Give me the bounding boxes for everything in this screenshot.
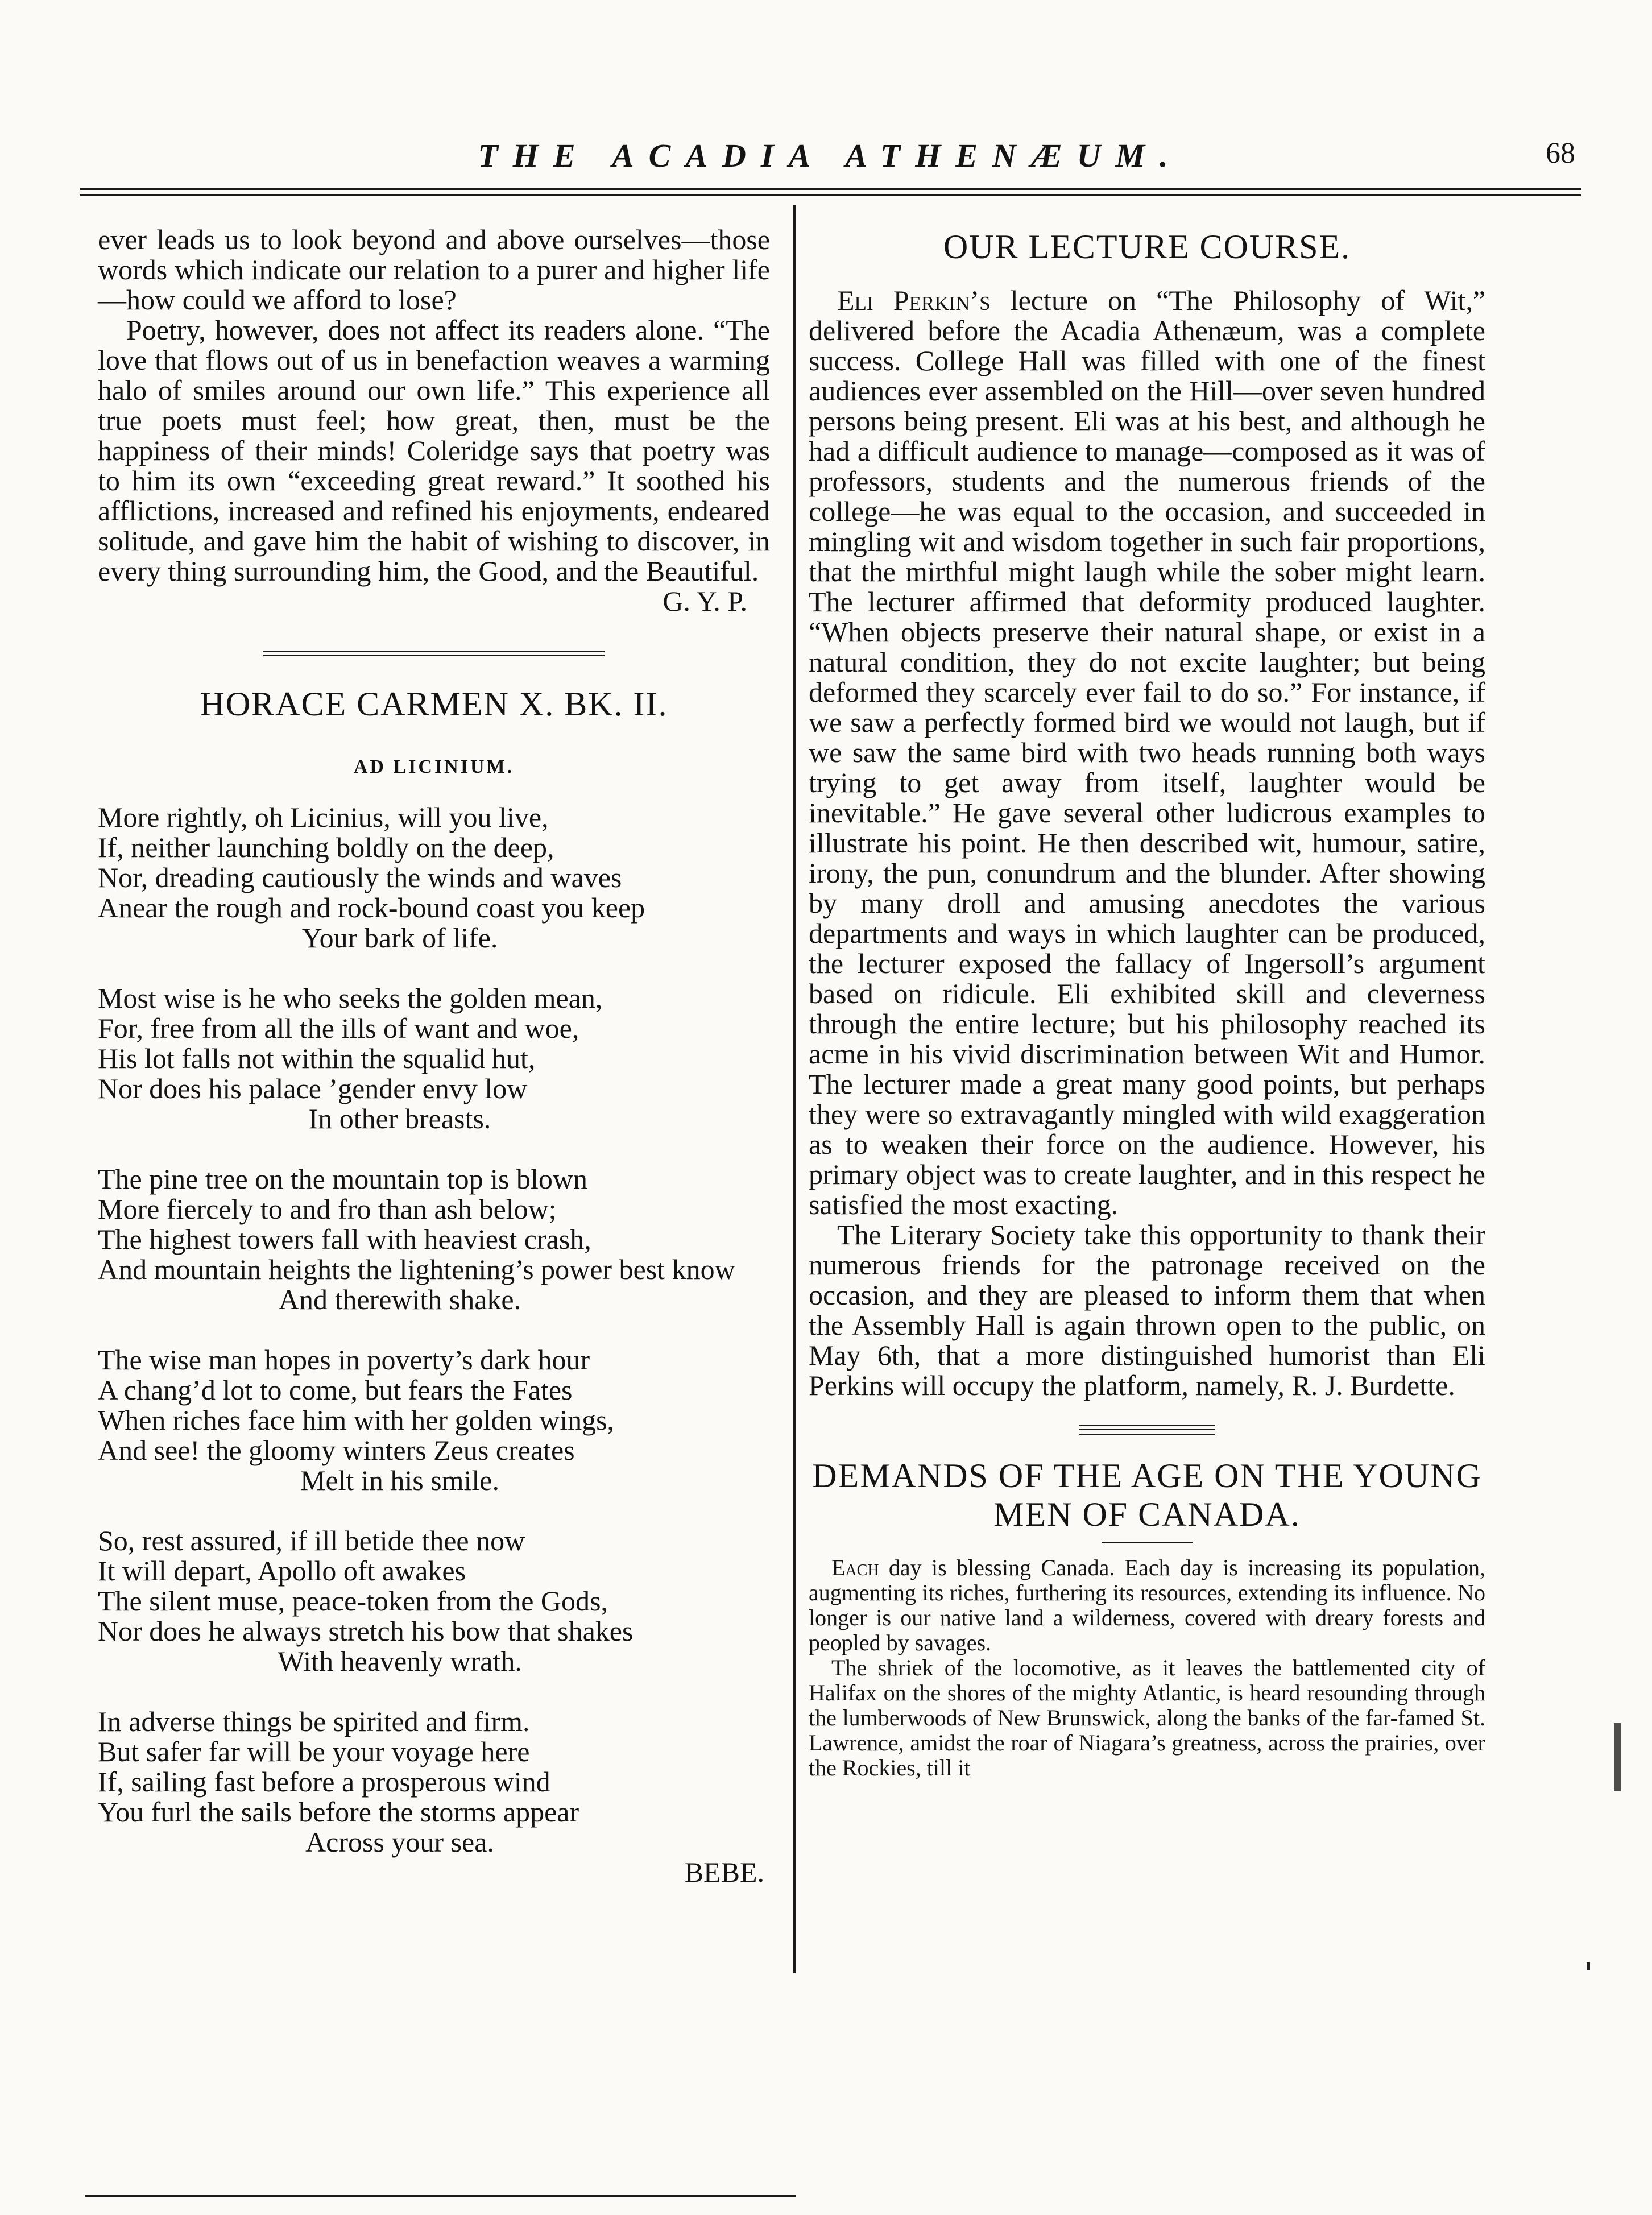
- poem-line: Nor does his palace ’gender envy low: [98, 1073, 528, 1104]
- poem-line: His lot falls not within the squalid hut,: [98, 1042, 536, 1074]
- poem-line: And see! the gloomy winters Zeus creates: [98, 1434, 575, 1466]
- right-column: [809, 227, 1485, 1781]
- poem-line: So, rest assured, if ill betide thee now: [98, 1525, 525, 1556]
- demands-paragraph: [809, 1555, 1485, 1655]
- scan-edge-mark: [1587, 1962, 1590, 1970]
- journal-title: THE ACADIA ATHENÆUM.: [478, 137, 1183, 174]
- poem-line: And mountain heights the lightening’s power best know: [98, 1253, 735, 1285]
- poem-stanza: [98, 802, 770, 953]
- poem-stanza: [98, 1164, 770, 1315]
- section-ornament: [809, 1420, 1485, 1443]
- poem-line: More rightly, oh Licinius, will you live,: [98, 801, 549, 833]
- demands-body: [809, 1555, 1485, 1781]
- poem-line: You furl the sails before the storms appear: [98, 1796, 579, 1828]
- poem-line: Nor does he always stretch his bow that shakes: [98, 1615, 634, 1647]
- poem-line: A chang’d lot to come, but fears the Fates: [98, 1374, 573, 1406]
- lecture-lead-name: Eli Perkin’s: [837, 284, 991, 316]
- lecture-paragraph-2: The Literary Society take this opportunity to thank their numerous friends for the patronage received on the occasion, and they are pleased to inform them that when the Assembly Hall is again thrown open to the public, on May 6th, that a more distinguished humorist than Eli Perkins will occupy the platform, namely, R. J. Burdette.: [809, 1219, 1485, 1401]
- poem-line: In adverse things be spirited and firm.: [98, 1705, 530, 1737]
- poem-line: Nor, dreading cautiously the winds and waves: [98, 862, 622, 893]
- poem-line: Across your sea.: [305, 1826, 494, 1858]
- poem-line: With heavenly wrath.: [278, 1645, 522, 1677]
- lecture-title: OUR LECTURE COURSE.: [943, 228, 1351, 266]
- poem-line: If, neither launching boldly on the deep,: [98, 831, 554, 863]
- poem-line: More fiercely to and fro than ash below;: [98, 1193, 557, 1225]
- poem-line: If, sailing fast before a prosperous wind: [98, 1766, 550, 1798]
- section-ornament: [98, 639, 770, 673]
- demands-lead-word: Each: [831, 1555, 879, 1580]
- title-underline: [809, 1534, 1485, 1547]
- running-header: [80, 136, 1581, 188]
- left-column: [98, 225, 770, 1887]
- poem-stanza: [98, 983, 770, 1134]
- poem-line: Your bark of life.: [301, 922, 498, 954]
- poem-stanza: [98, 1526, 770, 1676]
- poem-line: In other breasts.: [308, 1103, 491, 1135]
- poem-line: The silent muse, peace-token from the Gods,: [98, 1585, 608, 1617]
- poem-line: And therewith shake.: [278, 1284, 521, 1315]
- poem-line: It will depart, Apollo oft awakes: [98, 1555, 466, 1587]
- poem-line: Most wise is he who seeks the golden mean,: [98, 982, 603, 1014]
- essay-poetry-paragraph: Poetry, however, does not affect its readers alone. “The love that flows out of us in benefaction weaves a warming halo of smiles around our own life.” This experience all true poets must feel; how great, then, must be the happiness of their minds! Coleridge says that poetry was to him its own “exceeding great reward.” It soothed his afflictions, increased and refined his enjoyments, endeared solitude, and gave him the habit of wishing to discover, in every thing surrounding him, the Good, and the Beautiful.: [98, 314, 770, 587]
- poem-line: The pine tree on the mountain top is blown: [98, 1163, 587, 1195]
- poem-title: HORACE CARMEN X. BK. II.: [200, 685, 668, 723]
- header-rule-bottom: [80, 194, 1581, 196]
- poem-line: The highest towers fall with heaviest crash,: [98, 1223, 591, 1255]
- poem-signature: BEBE.: [684, 1856, 764, 1888]
- poem-stanza: [98, 1345, 770, 1496]
- page-number: 68: [1546, 137, 1575, 169]
- essay-signature: G. Y. P.: [663, 585, 747, 617]
- poem-line: But safer far will be your voyage here: [98, 1736, 530, 1767]
- demands-paragraph-text: day is blessing Canada. Each day is increasing its population, augmenting its riches, furthering its resources, extending its influence. No longer is our native land a wilderness, covered with dreary forests and peopled by savages.: [809, 1555, 1486, 1655]
- lecture-paragraph-text: lecture on “The Philosophy of Wit,” delivered before the Acadia Athenæum, was a complete success. College Hall was filled with one of the finest audiences ever assembled on the Hill—over seven hundred persons being present. Eli was at his best, and although he had a difficult audience to manage—composed as it was of professors, students and the numerous friends of the college—he was equal to the occasion, and succeeded in mingling wit and wisdom together in such fair proportions, that the mirthful might laugh while the sober might learn. The lecturer affirmed that deformity produced laughter. “When objects preserve their natural shape, or exist in a natural condition, they do not excite laughter; but being deformed they scarcely ever fail to do so.” For instance, if we saw a perfectly formed bird we would not laugh, but if we saw the same bird with two heads running both ways trying to get away from itself, laughter would be inevitable.” He gave several other ludicrous examples to illustrate his point. He then described wit, humour, satire, irony, the pun, conundrum and the blunder. After showing by many droll and amusing anecdotes the various departments and ways in which laughter can be produced, the lecturer exposed the fallacy of Ingersoll’s argument based on ridicule. Eli exhibited skill and cleverness through the entire lecture; but his philosophy reached its acme in his vivid discrimination between Wit and Humor. The lecturer made a great many good points, but perhaps they were so extravagantly mingled with wild exaggeration as to weaken their force on the audience. However, his primary object was to create laughter, and in this respect he satisfied the most exacting.: [809, 284, 1486, 1220]
- essay-continuation: ever leads us to look beyond and above ourselves—those words which indicate our relation to a purer and higher life—how could we afford to lose?: [98, 223, 770, 316]
- lecture-paragraph: [809, 285, 1485, 1220]
- poem-line: The wise man hopes in poverty’s dark hour: [98, 1344, 590, 1376]
- column-divider: [793, 205, 796, 1973]
- poem-line: Anear the rough and rock-bound coast you keep: [98, 892, 645, 924]
- poem-line: For, free from all the ills of want and woe,: [98, 1012, 579, 1044]
- scan-edge-mark: [1614, 1723, 1621, 1791]
- poem-line: Melt in his smile.: [300, 1464, 499, 1496]
- poem-body: [98, 802, 770, 1887]
- demands-paragraph-2: The shriek of the locomotive, as it leaves the battlemented city of Halifax on the shores of the mighty Atlantic, is heard resounding through the lumberwoods of New Brunswick, along the banks of the far-famed St. Lawrence, amidst the roar of Niagara’s greatness, across the prairies, over the Rockies, till it: [809, 1655, 1485, 1781]
- poem-stanza: [98, 1707, 770, 1857]
- demands-title: DEMANDS OF THE AGE ON THE YOUNG MEN OF CANADA.: [812, 1457, 1482, 1533]
- poem-subtitle: AD LICINIUM.: [353, 756, 515, 777]
- page-bottom-rule: [85, 2195, 796, 2197]
- header-rule-top: [80, 188, 1581, 190]
- poem-line: When riches face him with her golden wings,: [98, 1404, 615, 1436]
